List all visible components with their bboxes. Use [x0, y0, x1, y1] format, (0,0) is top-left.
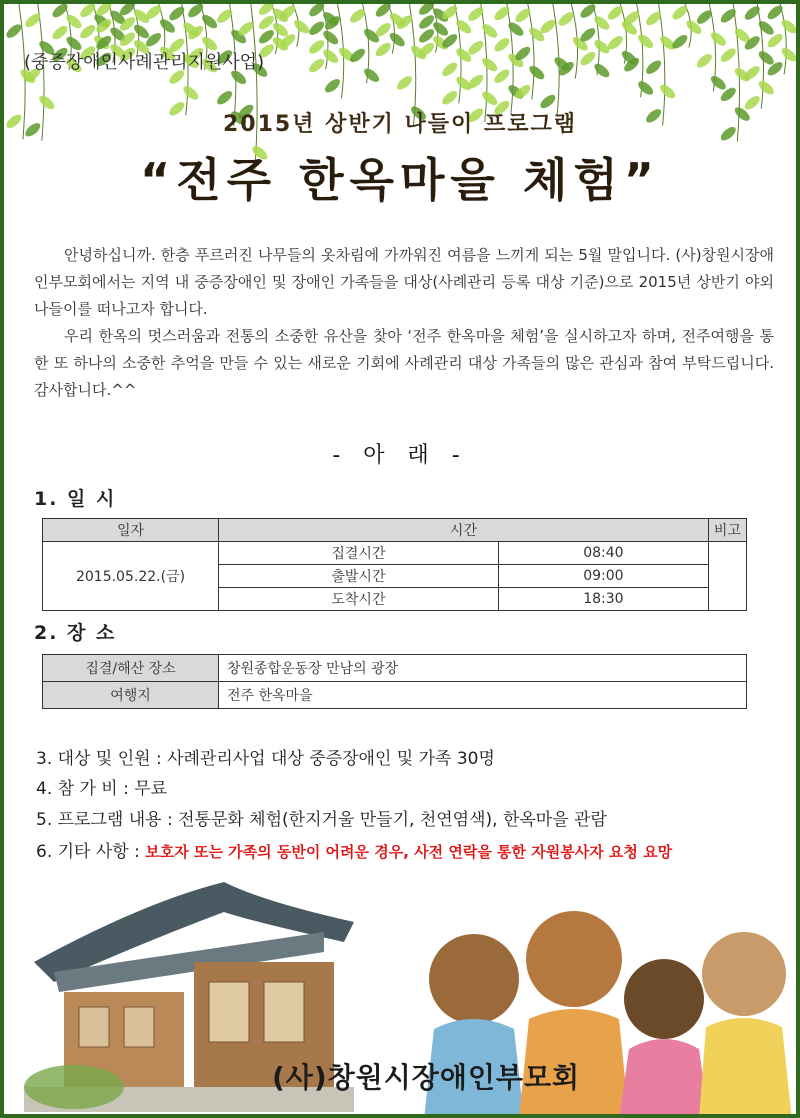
- fee-info: 4. 참 가 비 : 무료: [36, 779, 168, 799]
- schedule-label: 집결시간: [219, 542, 499, 565]
- schedule-note: [708, 542, 746, 611]
- notice-heading: - 아 래 -: [332, 443, 468, 468]
- schedule-time: 18:30: [498, 588, 708, 611]
- target-info: 3. 대상 및 인원 : 사례관리사업 대상 중증장애인 및 가족 30명: [36, 749, 495, 769]
- place-value: 창원종합운동장 만남의 광장: [219, 655, 747, 682]
- place-value: 전주 한옥마을: [219, 682, 747, 709]
- col-header-date: 일자: [43, 519, 219, 542]
- place-label: 집결/해산 장소: [43, 655, 219, 682]
- schedule-time: 09:00: [498, 565, 708, 588]
- other-info-label: 6. 기타 사항 :: [36, 842, 140, 862]
- schedule-header-row: [43, 519, 747, 542]
- col-header-note: 비고: [708, 519, 746, 542]
- section-schedule-title: 1. 일 시: [34, 488, 117, 510]
- schedule-label: 출발시간: [219, 565, 499, 588]
- intro-paragraph-1: 안녕하십니까. 한층 푸르러진 나무들의 옷차림에 가까워진 여름을 느끼게 되는 5월 말입니다. (사)창원시장애인부모회에서는 지역 내 중증장애인 및 장애인 가족들을 대상(사례관리 등록 대상 기준)으로 2015년 상반기 야외 나들이를 떠나고자 합니다.: [34, 246, 774, 318]
- program-subtitle: 2015년 상반기 나들이 프로그램: [223, 112, 577, 137]
- schedule-label: 도착시간: [219, 588, 499, 611]
- table-row: [43, 682, 747, 709]
- section-place-title: 2. 장 소: [34, 622, 117, 644]
- intro-text: [34, 242, 774, 404]
- schedule-table: [42, 518, 747, 611]
- program-label: (중증장애인사례관리지원사업): [24, 52, 265, 73]
- organization-name: (사)창원시장애인부모회: [272, 1061, 581, 1094]
- table-row: [43, 655, 747, 682]
- other-info: [36, 837, 672, 862]
- place-table: [42, 654, 747, 709]
- intro-paragraph-2: 우리 한옥의 멋스러움과 전통의 소중한 유산을 찾아 ‘전주 한옥마을 체험’을 실시하고자 하며, 전주여행을 통한 또 하나의 소중한 추억을 만들 수 있는 새로운 기회에 사례관리 대상 가족들의 많은 관심과 참여 부탁드립니다. 감사합니다.^^: [34, 327, 774, 399]
- other-info-warning: 보호자 또는 가족의 동반이 어려운 경우, 사전 연락을 통한 자원봉사자 요청 요망: [145, 843, 673, 861]
- table-row: [43, 542, 747, 565]
- schedule-date: 2015.05.22.(금): [43, 542, 219, 611]
- schedule-time: 08:40: [498, 542, 708, 565]
- program-info: 5. 프로그램 내용 : 전통문화 체험(한지거울 만들기, 천연염색), 한옥마을 관람: [36, 810, 607, 830]
- col-header-time: 시간: [219, 519, 709, 542]
- place-label: 여행지: [43, 682, 219, 709]
- page-title: “전주 한옥마을 체험”: [140, 153, 660, 207]
